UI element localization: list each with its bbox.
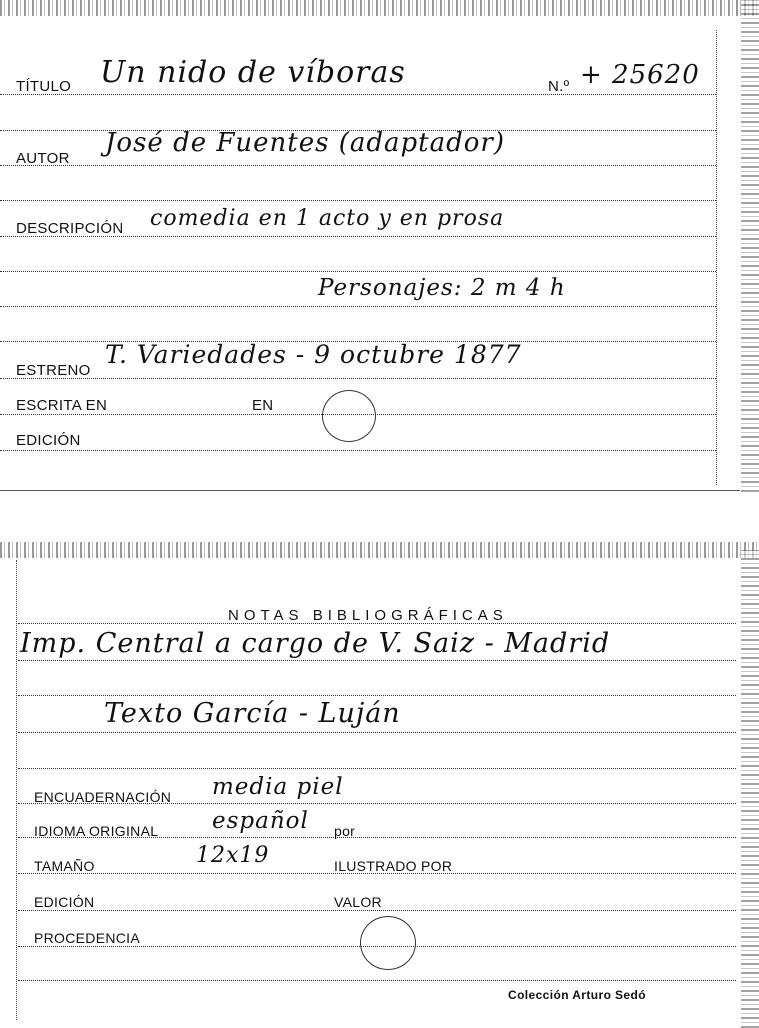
estreno-value: T. Variedades - 9 octubre 1877 (105, 340, 522, 369)
note-line-2: Texto García - Luján (104, 698, 401, 729)
procedencia-label: PROCEDENCIA (34, 930, 140, 946)
ruled-line (0, 378, 716, 379)
ruled-line (0, 165, 716, 166)
ruled-line (0, 271, 716, 272)
por-label: por (334, 823, 356, 839)
personajes-value: Personajes: 2 m 4 h (318, 275, 566, 301)
tamano-label: TAMAÑO (34, 858, 95, 874)
ruled-line (0, 306, 716, 307)
tamano-value: 12x19 (196, 843, 270, 868)
autor-label: AUTOR (16, 150, 70, 167)
card-bottom-edge (0, 490, 740, 491)
ruled-line (18, 623, 736, 624)
catalog-card-bottom (0, 540, 759, 1028)
en-label: EN (252, 397, 274, 414)
punch-hole (322, 390, 376, 442)
card-right-border (716, 30, 717, 485)
scan-edge-right (741, 550, 759, 1028)
ruled-line (18, 980, 736, 981)
encuadernacion-label: ENCUADERNACIÓN (34, 789, 172, 805)
titulo-label: TÍTULO (16, 78, 72, 95)
descripcion-value: comedia en 1 acto y en prosa (150, 206, 505, 231)
scan-edge-top (0, 542, 759, 558)
note-line-1: Imp. Central a cargo de V. Saiz - Madrid (20, 628, 611, 659)
ruled-line (0, 450, 716, 451)
valor-label: VALOR (334, 894, 382, 910)
descripcion-label: DESCRIPCIÓN (16, 220, 124, 237)
punch-hole (360, 916, 416, 970)
idioma-original-label: IDIOMA ORIGINAL (34, 823, 159, 839)
ruled-line (18, 695, 736, 696)
scan-edge-right (741, 0, 759, 492)
ruled-line (0, 200, 716, 201)
ruled-line (18, 910, 736, 911)
autor-value: José de Fuentes (adaptador) (105, 128, 505, 158)
escrita-en-label: ESCRITA EN (16, 397, 108, 414)
titulo-value: Un nido de víboras (100, 55, 406, 90)
edicion-label: EDICIÓN (34, 894, 95, 910)
ilustrado-por-label: ILUSTRADO POR (334, 858, 453, 874)
notas-heading: NOTAS BIBLIOGRÁFICAS (228, 607, 508, 624)
numero-label: N.º (548, 78, 570, 95)
encuadernacion-value: media piel (212, 774, 344, 800)
idioma-value: español (212, 808, 309, 834)
catalog-card-top (0, 0, 759, 492)
ruled-line (18, 732, 736, 733)
ruled-line (18, 768, 736, 769)
collection-footer: Colección Arturo Sedó (508, 988, 646, 1002)
edicion-label: EDICIÓN (16, 432, 81, 449)
card-left-border (16, 560, 17, 1020)
scan-edge-top (0, 0, 759, 16)
numero-value: + 25620 (580, 60, 700, 90)
ruled-line (18, 660, 736, 661)
ruled-line (0, 94, 716, 95)
estreno-label: ESTRENO (16, 362, 91, 379)
